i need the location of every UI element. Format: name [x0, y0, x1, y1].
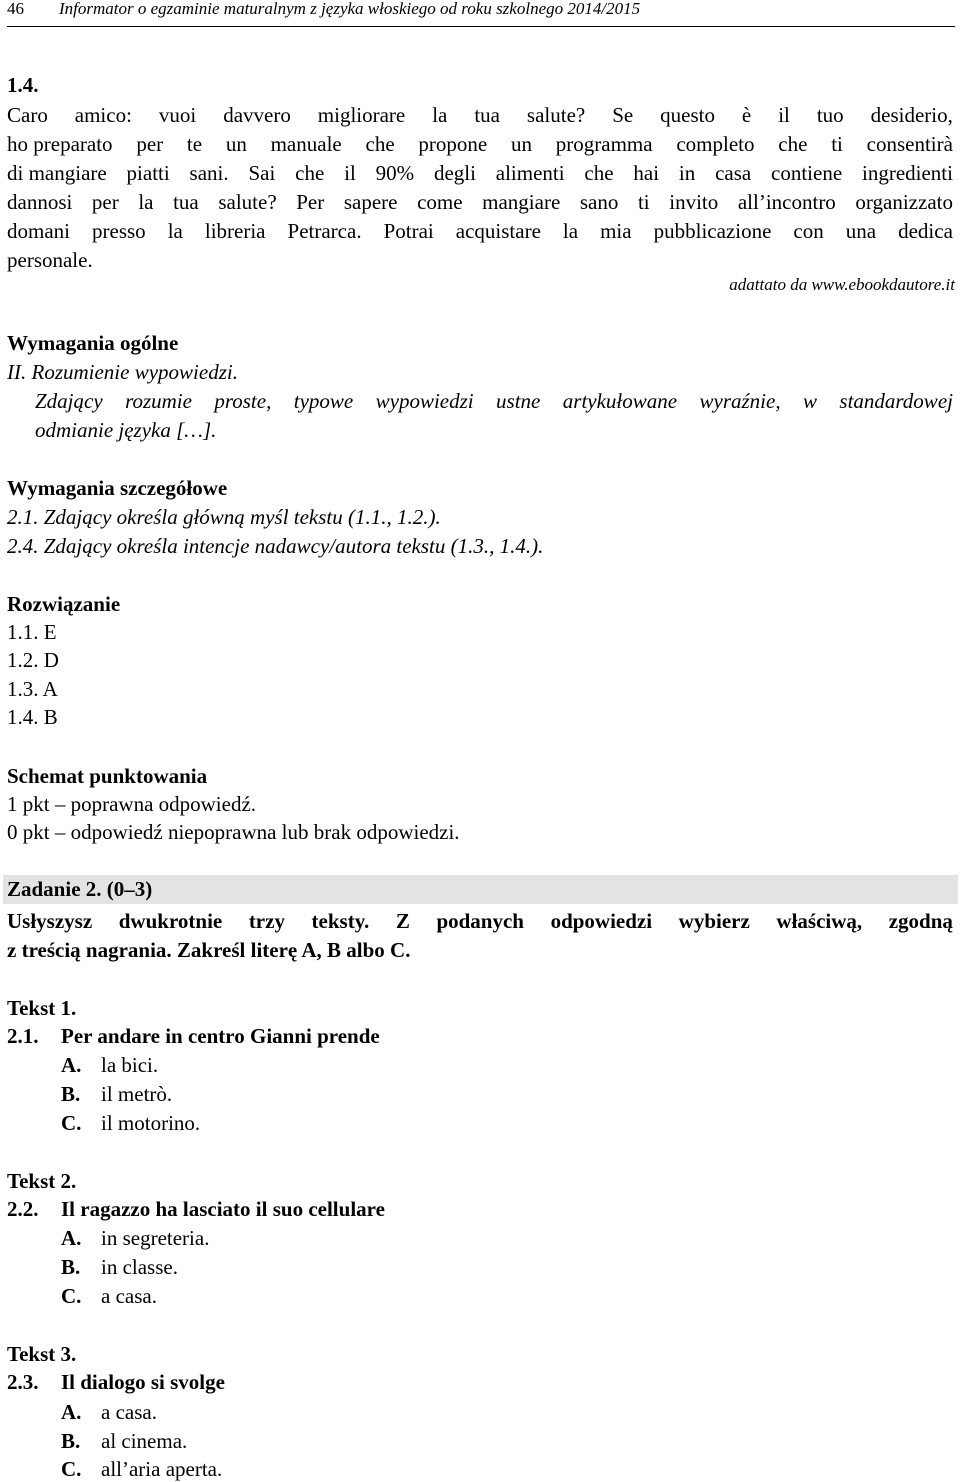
- word: salute?: [526, 103, 586, 127]
- task-instruction-1: [7, 909, 953, 933]
- word: un: [511, 132, 533, 156]
- detailed-requirements-heading: Wymagania szczegółowe: [7, 476, 228, 500]
- word: organizzato: [855, 190, 953, 214]
- general-requirements-heading: Wymagania ogólne: [7, 331, 179, 355]
- word: invito: [669, 190, 719, 214]
- answer-item: 1.3. A: [7, 677, 58, 701]
- text-line-4: [7, 190, 953, 214]
- header-title: Informator o egzaminie maturalnym z języka włoskiego od roku szkolnego 2014/2015: [59, 0, 641, 18]
- word: standardowej: [839, 389, 953, 413]
- word: che: [584, 161, 614, 185]
- option-text: il motorino.: [101, 1111, 201, 1135]
- option-letter: A.: [61, 1053, 82, 1077]
- word: te: [186, 132, 203, 156]
- word: che: [365, 132, 395, 156]
- option-letter: B.: [61, 1082, 81, 1106]
- section-number: 1.4.: [7, 73, 39, 97]
- word: che: [295, 161, 325, 185]
- word: migliorare: [317, 103, 406, 127]
- question-text: Il dialogo si svolge: [61, 1370, 225, 1394]
- word: vuoi: [158, 103, 197, 127]
- word: Zdający: [35, 389, 103, 413]
- option-letter: A.: [61, 1226, 82, 1250]
- source-attribution: adattato da www.ebookdautore.it: [729, 275, 955, 294]
- word: zgodną: [888, 909, 953, 933]
- word: ti: [831, 132, 843, 156]
- scoring-heading: Schemat punktowania: [7, 764, 208, 788]
- word: proste,: [214, 389, 272, 413]
- text-line-5-words: [7, 219, 953, 243]
- page-header: [7, 0, 640, 17]
- word: dedica: [898, 219, 953, 243]
- option-letter: C.: [61, 1111, 82, 1135]
- detailed-requirement-item: 2.4. Zdający określa intencje nadawcy/autora tekstu (1.3., 1.4.).: [7, 534, 544, 558]
- page-number: 46: [7, 0, 24, 18]
- word: hai: [633, 161, 660, 185]
- word: Usłyszysz: [7, 909, 93, 933]
- text-line-3: [7, 161, 953, 185]
- word: mangiare: [482, 190, 561, 214]
- word: Petrarca.: [287, 219, 362, 243]
- detailed-requirement-item: 2.1. Zdający określa główną myśl tekstu (1.1., 1.2.).: [7, 505, 441, 529]
- text-line-2: [7, 132, 953, 156]
- word: piatti: [126, 161, 170, 185]
- answer-item: 1.4. B: [7, 705, 58, 729]
- word: la: [432, 103, 448, 127]
- text-line-1-words: [7, 103, 953, 127]
- text-line-6: personale.: [7, 248, 93, 272]
- word: libreria: [204, 219, 266, 243]
- word: con: [793, 219, 824, 243]
- word: wyraźnie,: [699, 389, 781, 413]
- word: davvero: [223, 103, 291, 127]
- text-line-1: [7, 103, 953, 127]
- word: la: [562, 219, 579, 243]
- text-line-5: [7, 219, 953, 243]
- question-number: 2.2.: [7, 1197, 39, 1221]
- word: tua: [173, 190, 199, 214]
- text-label: Tekst 1.: [7, 996, 77, 1020]
- word: domani: [7, 219, 70, 243]
- word: Se: [612, 103, 634, 127]
- word: salute?: [218, 190, 277, 214]
- general-requirements-item: II. Rozumienie wypowiedzi.: [7, 360, 238, 384]
- text-label: Tekst 2.: [7, 1169, 77, 1193]
- word: sani.: [189, 161, 229, 185]
- word: 90%: [375, 161, 415, 185]
- word: Sai: [248, 161, 276, 185]
- word: typowe: [293, 389, 354, 413]
- task-instruction-words: [7, 909, 953, 933]
- task-instruction-2: z treścią nagrania. Zakreśl literę A, B albo C.: [7, 938, 411, 962]
- text-line-3-words: [7, 161, 953, 185]
- task-title: Zadanie 2. (0–3): [7, 877, 153, 901]
- word: mia: [600, 219, 632, 243]
- word: una: [845, 219, 877, 243]
- scoring-line: 1 pkt – poprawna odpowiedź.: [7, 792, 257, 816]
- word: Potrai: [383, 219, 434, 243]
- word: questo: [660, 103, 715, 127]
- word: artykułowane: [562, 389, 678, 413]
- question-number: 2.3.: [7, 1370, 39, 1394]
- word: il: [778, 103, 790, 127]
- word: dannosi: [7, 190, 73, 214]
- option-text: a casa.: [101, 1400, 157, 1424]
- word: amico:: [74, 103, 132, 127]
- word: właściwą,: [776, 909, 863, 933]
- option-letter: C.: [61, 1284, 82, 1308]
- word: ti: [637, 190, 650, 214]
- question-number: 2.1.: [7, 1024, 39, 1048]
- word: in: [678, 161, 696, 185]
- text-line-2-words: [7, 132, 953, 156]
- word: degli: [433, 161, 476, 185]
- word: podanych: [436, 909, 524, 933]
- general-requirements-desc-2: odmianie języka […].: [35, 418, 217, 442]
- word: consentirà: [866, 132, 953, 156]
- word: come: [417, 190, 463, 214]
- header-rule: [7, 26, 955, 27]
- word: ustne: [496, 389, 541, 413]
- word: all’incontro: [737, 190, 836, 214]
- word: è: [741, 103, 752, 127]
- word: w: [802, 389, 817, 413]
- word: desiderio,: [870, 103, 953, 127]
- option-text: la bici.: [101, 1053, 159, 1077]
- option-letter: C.: [61, 1457, 82, 1481]
- option-text: a casa.: [101, 1284, 157, 1308]
- word: pubblicazione: [653, 219, 772, 243]
- option-letter: A.: [61, 1400, 82, 1424]
- option-text: in classe.: [101, 1255, 178, 1279]
- word: propone: [418, 132, 488, 156]
- word: alimenti: [495, 161, 565, 185]
- word: dwukrotnie: [118, 909, 223, 933]
- word: wybierz: [678, 909, 750, 933]
- word: il: [344, 161, 356, 185]
- word: presso: [92, 219, 146, 243]
- word: completo: [676, 132, 755, 156]
- word: sapere: [343, 190, 398, 214]
- word: programma: [555, 132, 653, 156]
- word: Caro: [7, 103, 48, 127]
- word: rozumie: [125, 389, 192, 413]
- word: ingredienti: [862, 161, 953, 185]
- word: per: [91, 190, 119, 214]
- word: per: [136, 132, 164, 156]
- question-text: Il ragazzo ha lasciato il suo cellulare: [61, 1197, 385, 1221]
- option-letter: B.: [61, 1255, 81, 1279]
- word: odpowiedzi: [550, 909, 653, 933]
- word: la: [138, 190, 154, 214]
- word: tuo: [816, 103, 844, 127]
- option-text: in segreteria.: [101, 1226, 210, 1250]
- solution-heading: Rozwiązanie: [7, 592, 121, 616]
- question-text: Per andare in centro Gianni prende: [61, 1024, 380, 1048]
- word: un: [225, 132, 247, 156]
- word: di mangiare: [7, 161, 107, 185]
- word: Per: [296, 190, 325, 214]
- word: acquistare: [455, 219, 541, 243]
- text-line-4-words: [7, 190, 953, 214]
- general-requirements-desc-1: [35, 389, 953, 413]
- word: ho preparato: [7, 132, 113, 156]
- word: wypowiedzi: [375, 389, 474, 413]
- word: tua: [474, 103, 500, 127]
- general-desc-words: [35, 389, 953, 413]
- word: manuale: [270, 132, 342, 156]
- word: teksty.: [311, 909, 370, 933]
- word: Z: [395, 909, 410, 933]
- word: la: [167, 219, 183, 243]
- word: che: [778, 132, 808, 156]
- option-text: all’aria aperta.: [101, 1457, 223, 1481]
- option-text: al cinema.: [101, 1429, 188, 1453]
- answer-item: 1.2. D: [7, 648, 59, 672]
- word: sano: [579, 190, 619, 214]
- word: trzy: [248, 909, 285, 933]
- word: casa: [715, 161, 752, 185]
- option-letter: B.: [61, 1429, 81, 1453]
- scoring-line: 0 pkt – odpowiedź niepoprawna lub brak odpowiedzi.: [7, 820, 460, 844]
- option-text: il metrò.: [101, 1082, 173, 1106]
- answer-item: 1.1. E: [7, 620, 57, 644]
- word: contiene: [771, 161, 843, 185]
- text-label: Tekst 3.: [7, 1342, 77, 1366]
